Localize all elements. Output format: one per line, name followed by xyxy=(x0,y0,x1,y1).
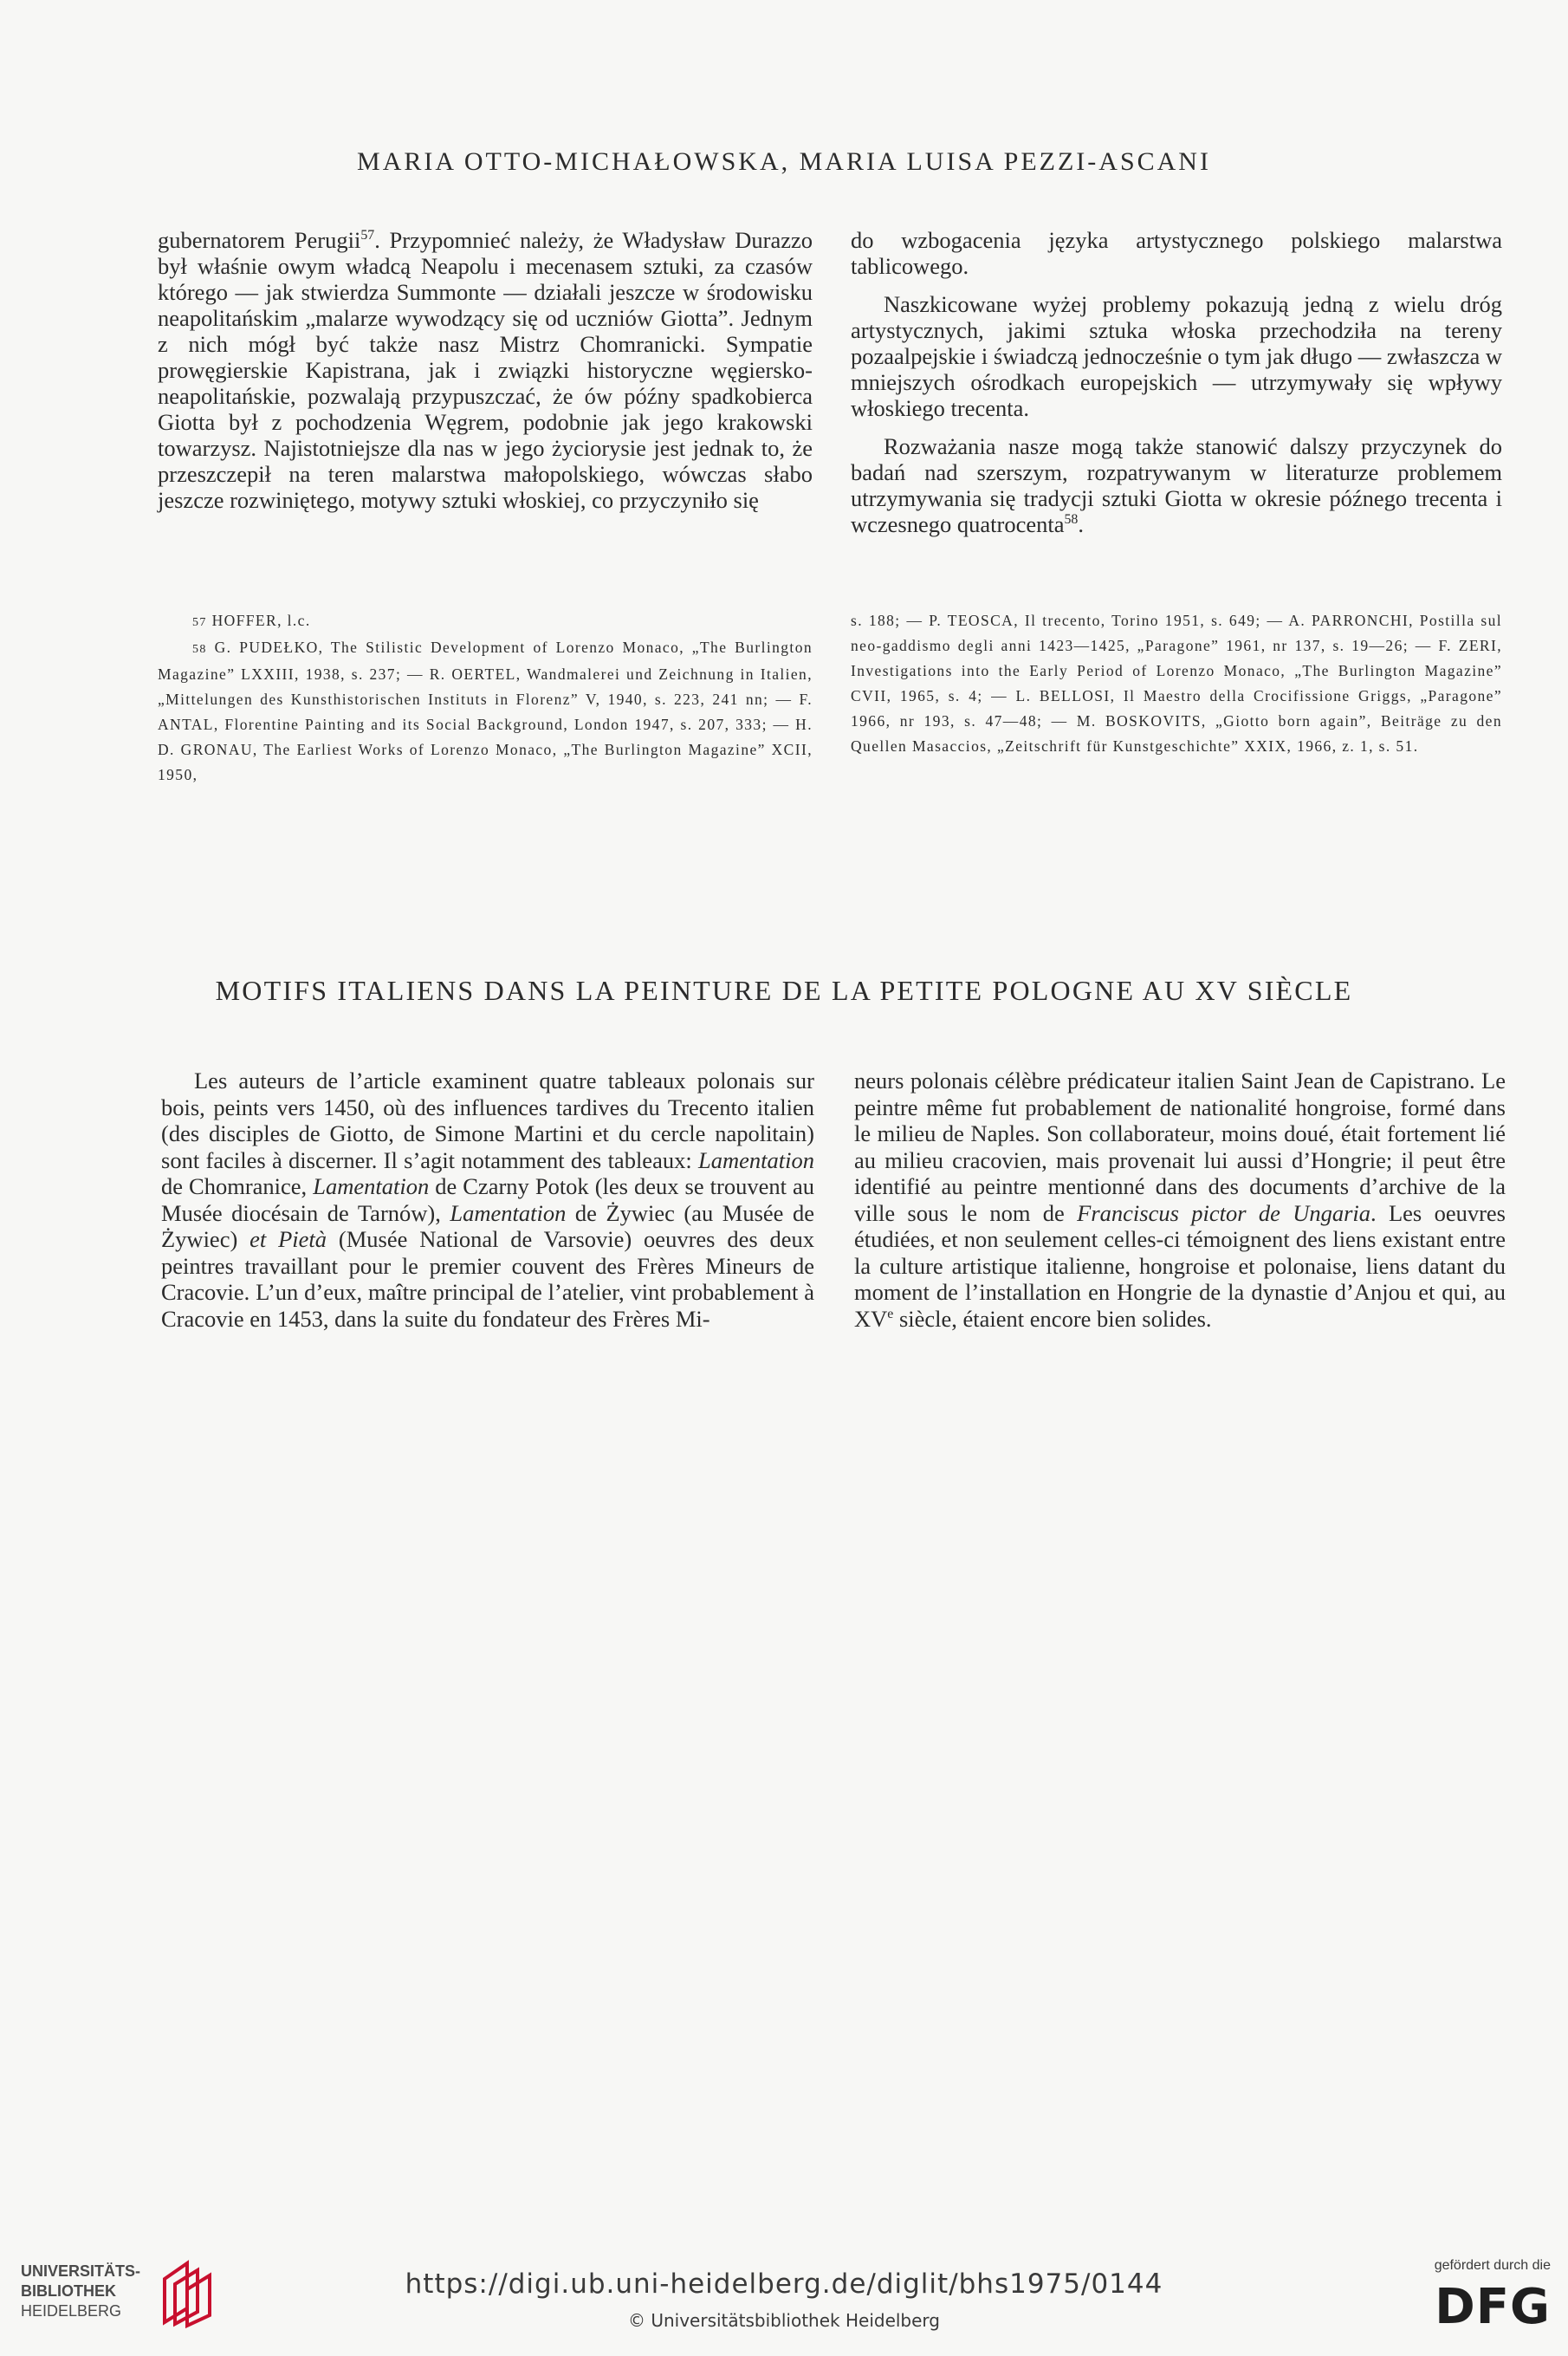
dfg-caption: gefördert durch die xyxy=(1434,2258,1551,2273)
summary-title: MOTIFS ITALIENS DANS LA PEINTURE DE LA PETITE POLOGNE AU XV SIÈCLE xyxy=(215,975,1353,1006)
summary-column-right xyxy=(854,1068,1506,1332)
footnotes-right xyxy=(851,608,1502,759)
footnote-57: 57 HOFFER, l.c. xyxy=(192,612,311,629)
permalink-url[interactable]: https://digi.ub.uni-heidelberg.de/diglit/bhs1975/0144 xyxy=(405,2268,1163,2300)
body-column-left xyxy=(158,227,813,525)
footnote-ref[interactable]: 57 xyxy=(360,228,375,243)
body-paragraph: do wzbogacenia języka artystycznego polskiego malarstwa tablicowego. xyxy=(851,227,1502,279)
footnote-ref[interactable]: 58 xyxy=(1064,512,1079,528)
footnote-58-continued: s. 188; — P. TEOSCA, Il trecento, Torino 1951, s. 649; — A. PARRONCHI, Postilla sul neo-gaddismo degli anni 1423—1425, „Paragone” 1961, nr 137, s. 19—26; — F. ZERI, Investigations into the Early Period of Lorenzo Monaco, „The Burlington Magazine” CVII, 1965, s. 4; — L. BELLOSI, Il Maestro della Crocifissione Griggs, „Paragone” 1966, nr 193, s. 47—48; — M. BOSKOVITS, „Giotto born again”, Beiträge zu den Quellen Masaccios, „Zeitschrift für Kunstgeschichte” XXIX, 1966, z. 1, s. 51. xyxy=(851,612,1502,755)
dfg-logo[interactable] xyxy=(1386,2258,1551,2336)
dfg-wordmark: DFG xyxy=(1435,2279,1551,2335)
running-header: MARIA OTTO-MICHAŁOWSKA, MARIA LUISA PEZZI-ASCANI xyxy=(357,147,1211,176)
logo-text: UNIVERSITÄTS- BIBLIOTHEK HEIDELBERG xyxy=(21,2262,141,2320)
body-paragraph: Naszkicowane wyżej problemy pokazują jedną z wielu dróg artystycznych, jakimi sztuka włoska przechodziła na tereny pozaalpejskie i świadczą jednocześnie o tym jak długo — zwłaszcza w mniejszych ośrodkach europejskich — utrzymywały się wpływy włoskiego trecenta. xyxy=(851,291,1503,421)
footnotes-left xyxy=(158,608,813,788)
body-paragraph: Rozważania nasze mogą także stanowić dalszy przyczynek do badań nad szerszym, rozpatrywanym w literaturze problemem utrzymywania się tradycji sztuki Giotta w okresie późnego trecenta i wczesnego quatrocenta$^{58}$. xyxy=(851,433,1502,537)
body-paragraph: gubernatorem Perugii$^{57}$. Przypomnieć należy, że Władysław Durazzo był właśnie owym władcą Neapolu i mecenasem sztuki, za czasów którego — jak stwierdza Summonte — działali jeszcze w środowisku neapolitańskim „malarze wywodzący się od uczniów Giotta”. Jednym z nich mógł być także nasz Mistrz Chomranicki. Sympatie prowęgierskie Kapistrana, jak i związki historyczne węgiersko-neapolitańskie, pozwalają przypuszczać, że ów późny spadkobierca Giotta był z pochodzenia Węgrem, podobnie jak jego krakowski towarzysz. Najistotniejsze dla nas w jego życiorysie jest jednak to, że przeszczepił na teren malarstwa małopolskiego, wówczas słabo jeszcze rozwiniętego, motywy sztuki włoskiej, co przyczyniło się xyxy=(158,227,813,513)
body-column-right xyxy=(851,227,1502,549)
summary-paragraph: neurs polonais célèbre prédicateur italien Saint Jean de Capistrano. Le peintre même fut probablement de nationalité hongroise, formé dans le milieu de Naples. Son collaborateur, moins doué, était fortement lié au milieu cracovien, mais provenait lui aussi d’Hongrie; il peut être identifié au peintre mentionné dans des documents d’archive de la ville sous le nom de Franciscus pictor de Ungaria. Les oeuvres étudiées, et non seulement celles-ci témoignent des liens existant entre la culture artistique italienne, hongroise et polonaise, liens datant du moment de l’installation en Hongrie de la dynastie d’Anjou et qui, au XVe siècle, étaient encore bien solides. xyxy=(854,1068,1506,1332)
footnote-58: 58 G. PUDEŁKO, The Stilistic Development of Lorenzo Monaco, „The Burlington Magazine” LXXIII, 1938, s. 237; — R. OERTEL, Wandmalerei und Zeichnung in Italien, „Mittelungen des Kunsthistorischen Instituts in Florenz” V, 1940, s. 223, 241 nn; — F. ANTAL, Florentine Painting and its Social Background, London 1947, s. 207, 333; — H. D. GRONAU, The Earliest Works of Lorenzo Monaco, „The Burlington Magazine” XCII, 1950, xyxy=(158,639,813,783)
summary-column-left xyxy=(161,1068,814,1332)
summary-paragraph: Les auteurs de l’article examinent quatre tableaux polonais sur bois, peints vers 1450, où des influences tardives du Trecento italien (des disciples de Giotto, de Simone Martini et du cercle napolitain) sont faciles à discerner. Il s’agit notamment des tableaux: Lamentation de Chomranice, Lamentation de Czarny Potok (les deux se trouvent au Musée diocésain de Tarnów), Lamentation de Żywiec (au Musée de Żywiec) et Pietà (Musée National de Varsovie) oeuvres des deux peintres travaillant pour le premier couvent des Frères Mineurs de Cracovie. L’un d’eux, maître principal de l’atelier, vint probablement à Cracovie en 1453, dans la suite du fondateur des Frères Mi- xyxy=(161,1068,814,1332)
copyright-notice: © Universitätsbibliothek Heidelberg xyxy=(627,2310,940,2331)
